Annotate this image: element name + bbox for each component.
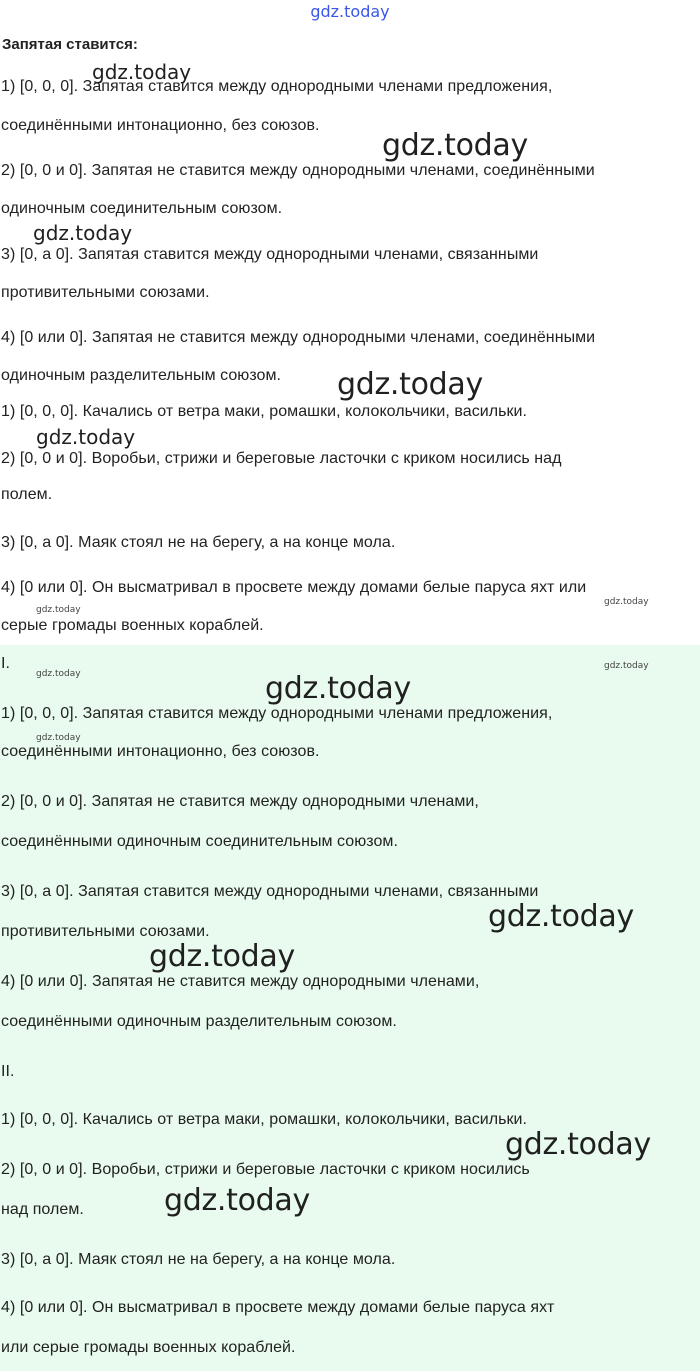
watermark: gdz.today: [382, 128, 528, 163]
watermark: gdz.today: [36, 425, 136, 449]
site-watermark-top: gdz.today: [310, 2, 390, 21]
watermark: gdz.today: [505, 1127, 651, 1162]
text-line: соединёнными одиночным соединительным союзом.: [1, 833, 398, 850]
watermark: gdz.today: [36, 733, 81, 743]
text-line: 4) [0 или 0]. Он высматривал в просвете между домами белые паруса яхт: [1, 1299, 555, 1316]
text-line: 1) [0, 0, 0]. Качались от ветра маки, ромашки, колокольчики, васильки.: [1, 403, 528, 420]
text-line: полем.: [1, 486, 53, 503]
text-line: соединёнными одиночным разделительным союзом.: [1, 1013, 397, 1030]
watermark: gdz.today: [265, 671, 411, 706]
watermark: gdz.today: [164, 1183, 310, 1218]
text-line: 2) [0, 0 и 0]. Воробьи, стрижи и береговые ласточки с криком носились: [1, 1161, 530, 1178]
text-line: 3) [0, а 0]. Маяк стоял не на берегу, а на конце мола.: [1, 1251, 396, 1268]
text-line: 1) [0, 0, 0]. Качались от ветра маки, ромашки, колокольчики, васильки.: [1, 1111, 528, 1128]
watermark: gdz.today: [604, 661, 649, 671]
text-line: 3) [0, а 0]. Запятая ставится между однородными членами, связанными: [1, 883, 539, 900]
text-line: соединёнными интонационно, без союзов.: [1, 743, 320, 760]
text-line: 2) [0, 0 и 0]. Запятая не ставится между однородными членами, соединёнными: [1, 162, 595, 179]
watermark: gdz.today: [337, 367, 483, 402]
text-line: одиночным разделительным союзом.: [1, 367, 282, 384]
watermark: gdz.today: [149, 939, 295, 974]
text-line: 1) [0, 0, 0]. Запятая ставится между однородными членами предложения,: [1, 705, 553, 722]
watermark: gdz.today: [488, 899, 634, 934]
text-line: II.: [1, 1063, 15, 1080]
watermark: gdz.today: [604, 597, 649, 607]
watermark: gdz.today: [36, 605, 81, 615]
text-line: 4) [0 или 0]. Запятая не ставится между однородными членами, соединёнными: [1, 329, 596, 346]
text-line: над полем.: [1, 1201, 84, 1218]
text-line: 3) [0, а 0]. Маяк стоял не на берегу, а на конце мола.: [1, 534, 396, 551]
watermark: gdz.today: [36, 669, 81, 679]
text-line: 1) [0, 0, 0]. Запятая ставится между однородными членами предложения,: [1, 78, 553, 95]
text-line: одиночным соединительным союзом.: [1, 200, 283, 217]
text-line: 2) [0, 0 и 0]. Воробьи, стрижи и береговые ласточки с криком носились над: [1, 450, 562, 467]
watermark: gdz.today: [92, 60, 192, 84]
text-line: I.: [1, 655, 10, 672]
text-line: 4) [0 или 0]. Он высматривал в просвете между домами белые паруса яхт или: [1, 579, 587, 596]
text-line: противительными союзами.: [1, 923, 210, 940]
text-line: 4) [0 или 0]. Запятая не ставится между однородными членами,: [1, 973, 480, 990]
text-line: соединёнными интонационно, без союзов.: [1, 117, 320, 134]
section-heading: Запятая ставится:: [2, 36, 138, 53]
text-line: 2) [0, 0 и 0]. Запятая не ставится между однородными членами,: [1, 793, 479, 810]
text-line: противительными союзами.: [1, 284, 210, 301]
text-line: или серые громады военных кораблей.: [1, 1339, 296, 1356]
watermark: gdz.today: [33, 221, 133, 245]
text-line: серые громады военных кораблей.: [1, 617, 264, 634]
text-line: 3) [0, а 0]. Запятая ставится между однородными членами, связанными: [1, 246, 539, 263]
